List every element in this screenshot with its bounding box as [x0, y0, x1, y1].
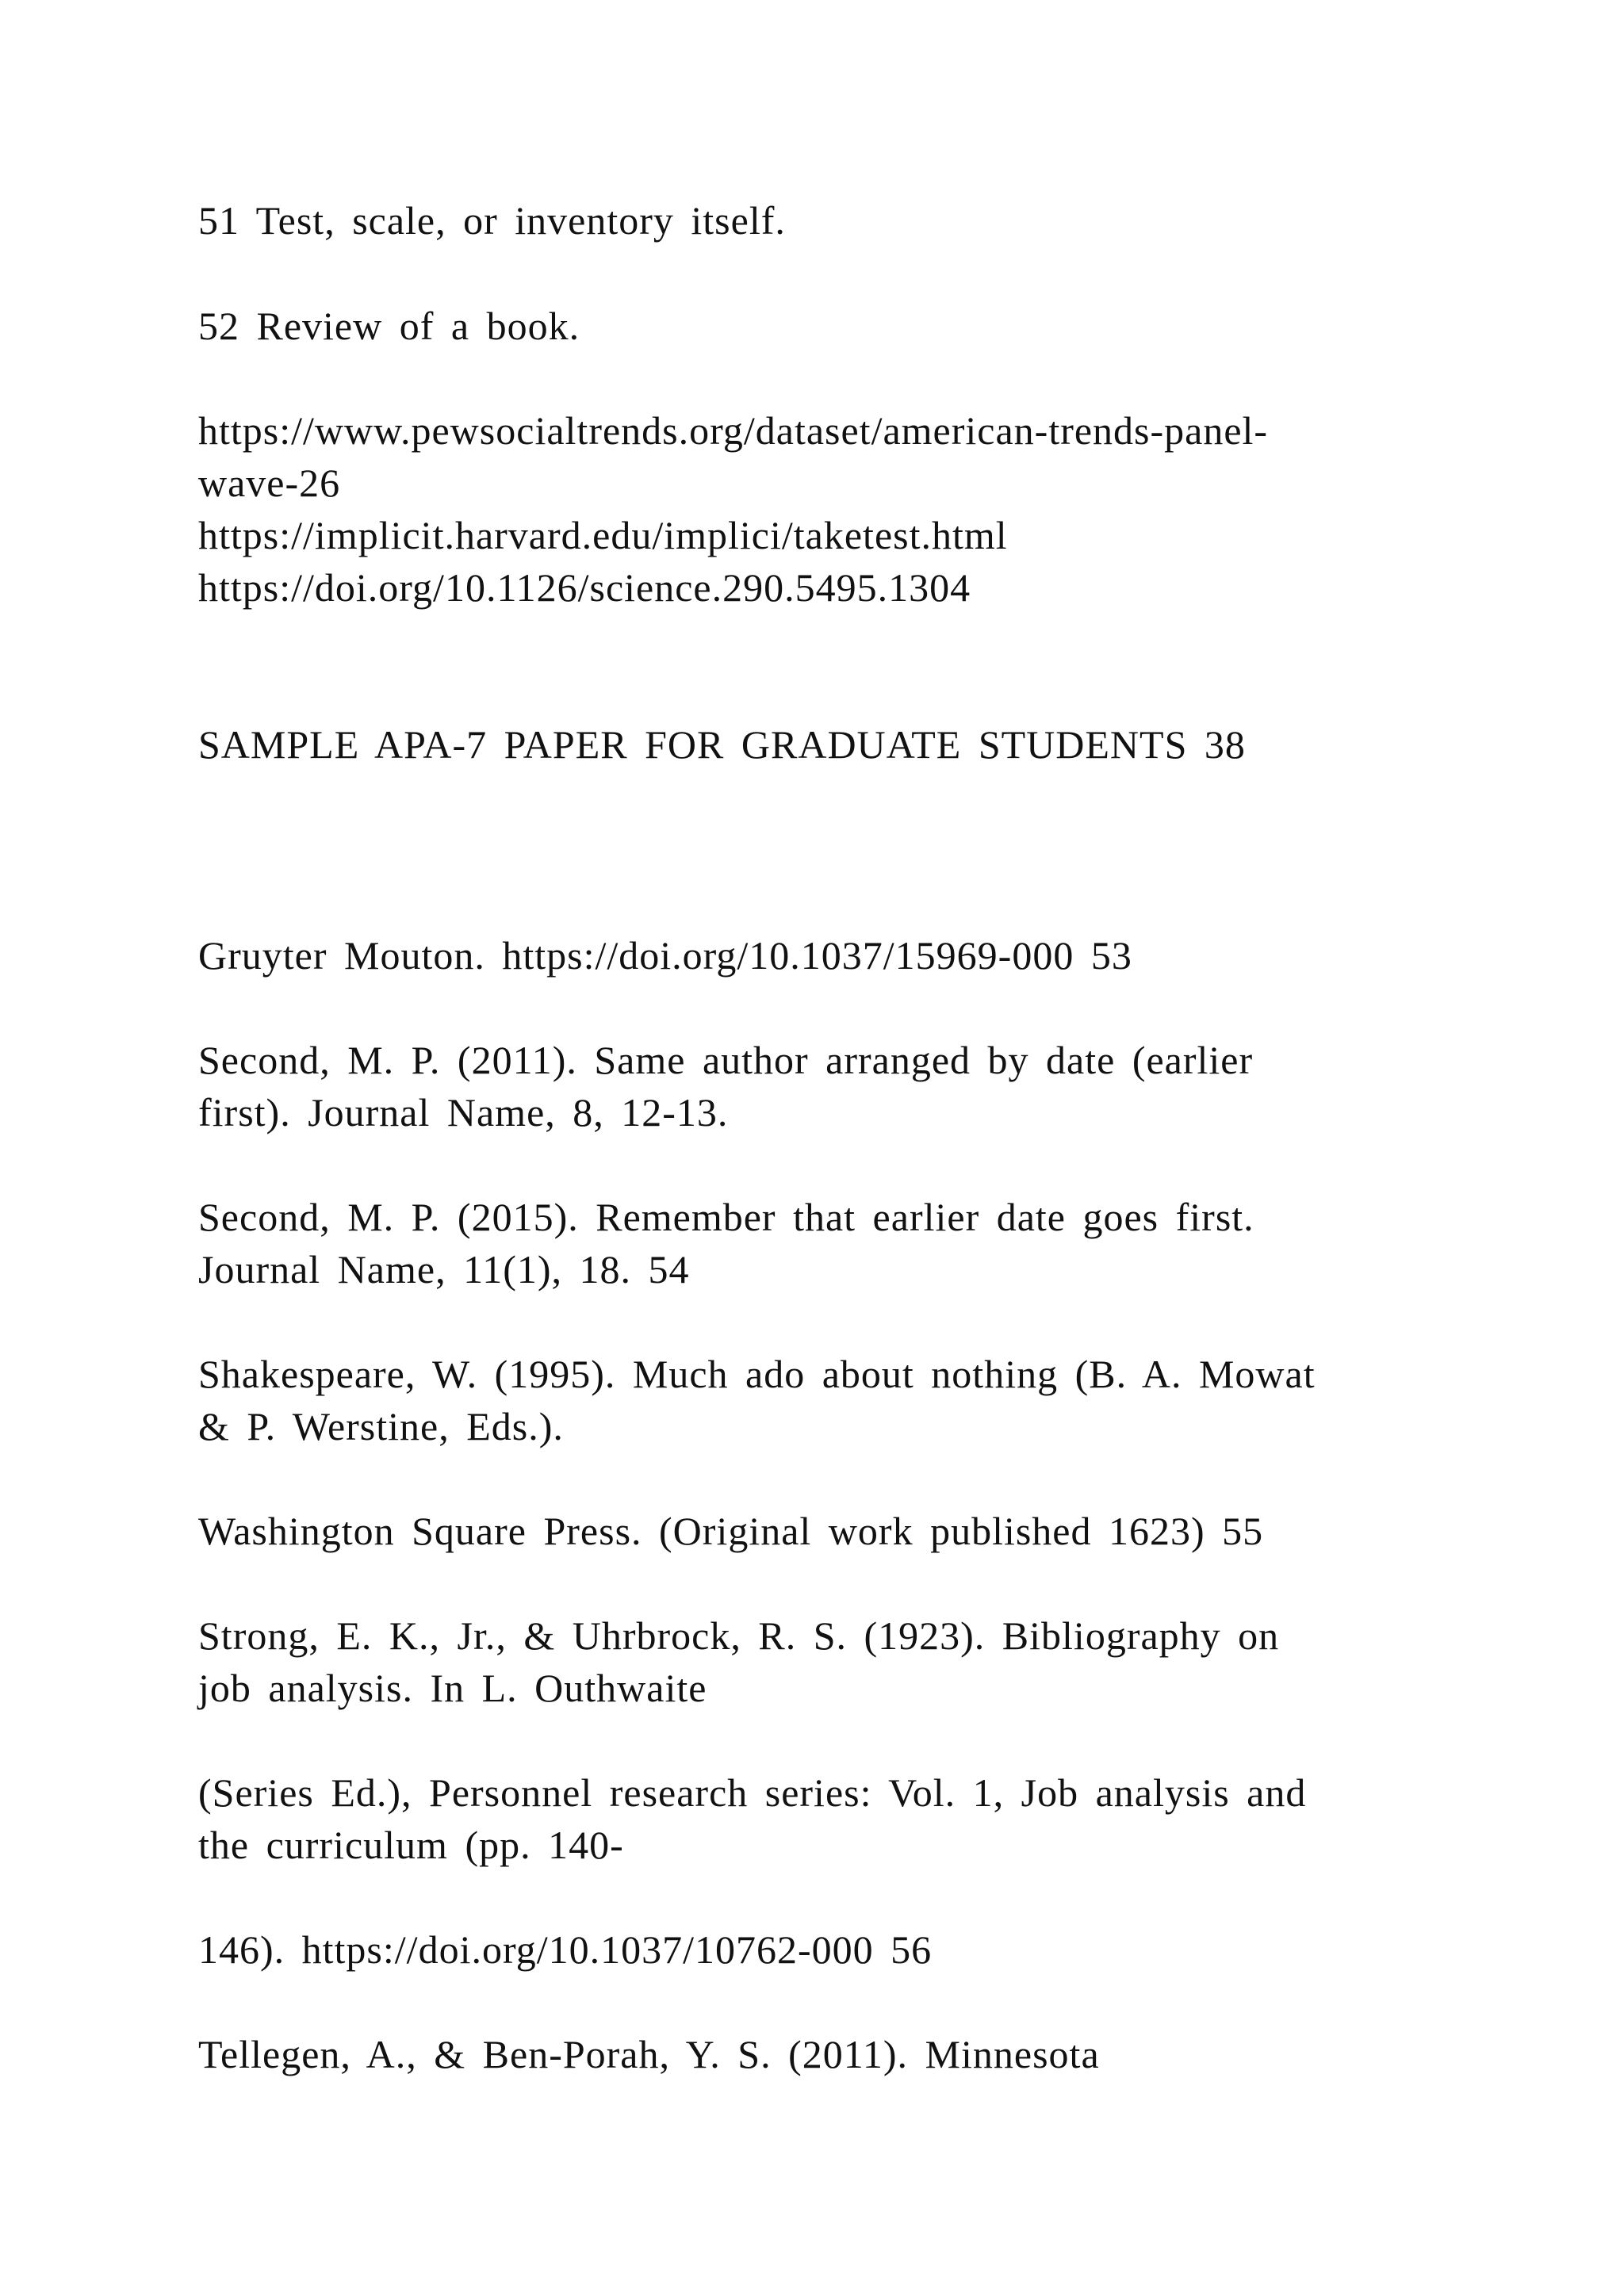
reference-line: first). Journal Name, 8, 12-13. — [198, 1090, 729, 1135]
url-line[interactable]: https://implicit.harvard.edu/implici/taketest.html — [198, 513, 1008, 557]
reference-line: Tellegen, A., & Ben-Porah, Y. S. (2011). Minnesota — [198, 2032, 1100, 2076]
reference-line: Second, M. P. (2011). Same author arranged by date (earlier — [198, 1038, 1254, 1082]
url-line[interactable]: https://www.pewsocialtrends.org/dataset/american-trends-panel- — [198, 408, 1269, 453]
reference-note-51: 51 Test, scale, or inventory itself. — [198, 198, 786, 243]
reference-line: Journal Name, 11(1), 18. 54 — [198, 1247, 690, 1292]
running-head: SAMPLE APA-7 PAPER FOR GRADUATE STUDENTS 38 — [198, 722, 1246, 767]
url-line[interactable]: wave-26 — [198, 461, 341, 505]
reference-line: 146). https://doi.org/10.1037/10762-000 56 — [198, 1927, 933, 1972]
reference-line: Strong, E. K., Jr., & Uhrbrock, R. S. (1923). Bibliography on — [198, 1613, 1280, 1658]
url-line[interactable]: https://doi.org/10.1126/science.290.5495.1304 — [198, 565, 971, 610]
reference-line: & P. Werstine, Eds.). — [198, 1404, 564, 1448]
reference-line: the curriculum (pp. 140- — [198, 1823, 624, 1867]
reference-line: job analysis. In L. Outhwaite — [198, 1666, 707, 1710]
reference-line: Washington Square Press. (Original work published 1623) 55 — [198, 1509, 1264, 1553]
reference-line: Gruyter Mouton. https://doi.org/10.1037/15969-000 53 — [198, 933, 1132, 978]
reference-line: Shakespeare, W. (1995). Much ado about nothing (B. A. Mowat — [198, 1352, 1316, 1396]
reference-note-52: 52 Review of a book. — [198, 304, 580, 348]
reference-line: Second, M. P. (2015). Remember that earlier date goes first. — [198, 1195, 1254, 1239]
reference-line: (Series Ed.), Personnel research series: Vol. 1, Job analysis and — [198, 1770, 1307, 1815]
